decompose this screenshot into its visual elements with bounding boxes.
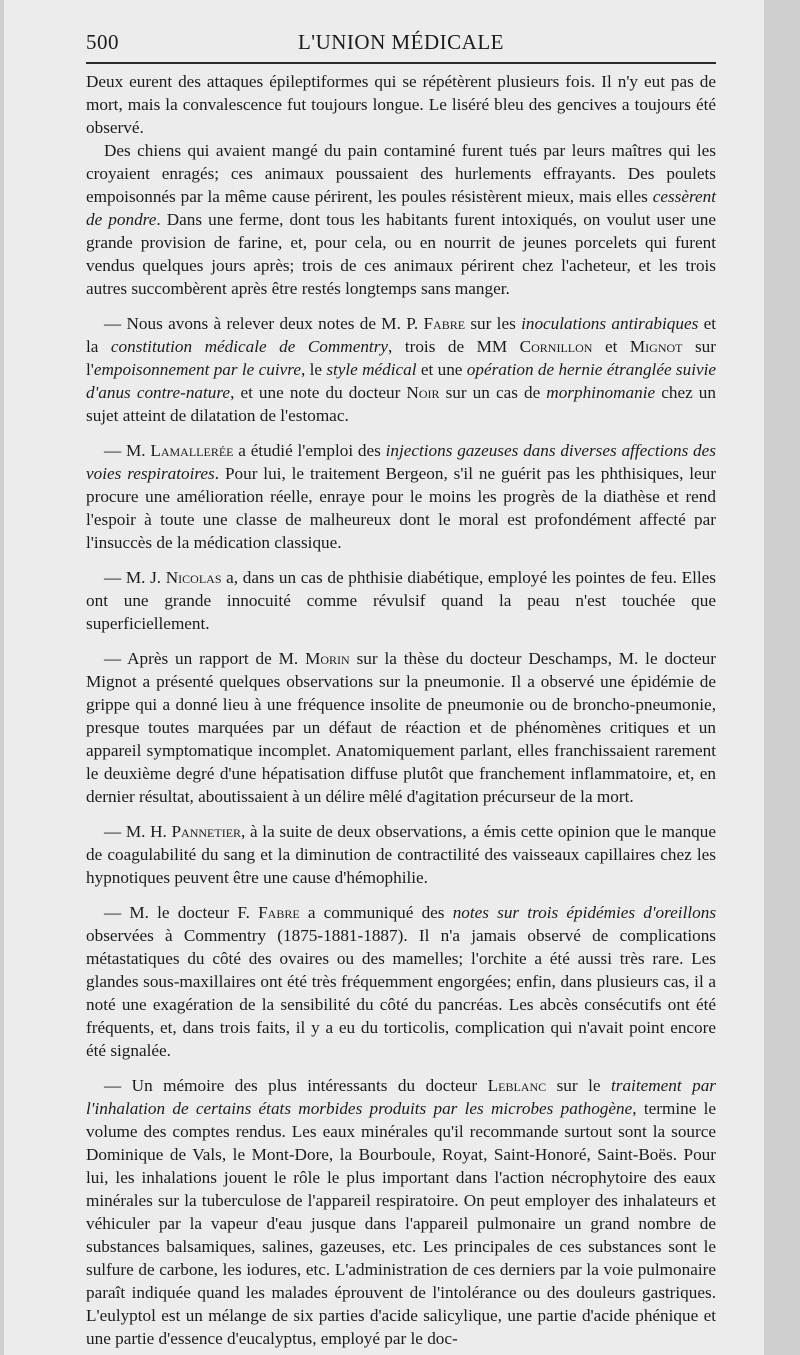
p4-e: . Pour lui, le traitement Bergeon, s'il ne guérit pas les phthisiques, leur procure une amélioration réelle, enraye pour le moins les progrès de la diathèse et rend l'espoir à toute une classe de malheureux dont le moral est profondément affecté par l'insuccès de la médication classique. bbox=[86, 464, 716, 552]
p3-author-mignot: Mignot bbox=[629, 337, 683, 356]
p6-a: — Après un rapport de M. bbox=[104, 649, 306, 668]
p3-f: constitution médicale de Commentry bbox=[110, 337, 389, 356]
p4-d: injections gazeuses dans diverses affections des voies respiratoires bbox=[86, 441, 716, 483]
p9-d: traitement par l'inhalation de certains états morbides produits par les microbes pathogène bbox=[86, 1076, 716, 1118]
p5-a: — M. J. bbox=[104, 568, 166, 587]
body-text bbox=[86, 70, 716, 1350]
p3-g: , trois de MM bbox=[388, 337, 520, 356]
p3-a: — Nous avons à relever deux notes de M. P. bbox=[104, 314, 424, 333]
p8-e: observées à Commentry (1875-1881-1887). Il n'a jamais observé de complications métastatiques du côté des ovaires ou des mamelles; l'orchite a été aussi très rare. Les glandes sous-maxillaires ont été très fréquemment engorgées; enfin, dans plusieurs cas, il a noté une exagération de la sensibilité du côté du pancréas. Les abcès consécutifs ont été fréquents, et, dans trois faits, il y a eu du torticolis, complication qui n'avait point encore été signalée. bbox=[86, 926, 716, 1060]
p8-a: — M. le docteur F. bbox=[104, 903, 259, 922]
p4-a: — M. bbox=[104, 441, 151, 460]
p2-text-a: Des chiens qui avaient mangé du pain contaminé furent tués par leurs maîtres qui les croyaient enragés; ces animaux poussaient des hurlements effrayants. Des poulets empoisonnés par la même cause périrent, les poules résistèrent mieux, mais elles bbox=[86, 141, 716, 206]
p3-m: , le bbox=[300, 360, 327, 379]
p3-c: sur les bbox=[465, 314, 522, 333]
p3-q: , et une note du docteur bbox=[230, 383, 407, 402]
p8-author-fabre: Fabre bbox=[258, 903, 300, 922]
paragraph-1 bbox=[86, 70, 716, 139]
p2-italic: cessèrent de pondre bbox=[86, 187, 716, 229]
page-header bbox=[86, 22, 716, 56]
p3-i: et bbox=[592, 337, 630, 356]
p3-d: inoculations antirabiques bbox=[521, 314, 699, 333]
p3-u: chez un sujet atteint de dilatation de l'estomac. bbox=[86, 383, 716, 425]
page-number: 500 bbox=[86, 30, 119, 54]
paragraph-3 bbox=[86, 312, 716, 427]
p3-o: et une bbox=[416, 360, 467, 379]
p7-c: , à la suite de deux observations, a émis cette opinion que le manque de coagulabilité du sang et la diminution de contractilité des vaisseaux capillaires chez les hypnotiques peuvent être une cause d'hémophilie. bbox=[86, 822, 716, 887]
p5-c: a, dans un cas de phthisie diabétique, employé les pointes de feu. Elles ont une grande innocuité comme révulsif quand la peau n'est touchée que superficiellement. bbox=[86, 568, 716, 633]
p3-author-cornillon: Cornillon bbox=[519, 337, 593, 356]
p3-author-noir: Noir bbox=[406, 383, 440, 402]
p5-author-nicolas: Nicolas bbox=[165, 568, 222, 587]
p7-author-pannetier: Pannetier bbox=[171, 822, 242, 841]
p3-n: style médical bbox=[326, 360, 417, 379]
p3-e: et la bbox=[86, 314, 716, 356]
paragraph-4 bbox=[86, 439, 716, 554]
p8-d: notes sur trois épidémies d'oreillons bbox=[452, 903, 717, 922]
p3-k: sur l' bbox=[86, 337, 716, 379]
p9-c: sur le bbox=[546, 1076, 611, 1095]
p9-author-leblanc: Leblanc bbox=[487, 1076, 547, 1095]
paragraph-6 bbox=[86, 647, 716, 808]
paragraph-7 bbox=[86, 820, 716, 889]
paragraph-1-text: Deux eurent des attaques épileptiformes qui se répétèrent plusieurs fois. Il n'y eut pas de mort, mais la convalescence fut toujours longue. Le liséré bleu des gencives a toujours été observé. bbox=[86, 72, 716, 137]
p3-author-fabre: Fabre bbox=[423, 314, 466, 333]
p3-p: opération de hernie étranglée suivie d'anus contre-nature bbox=[86, 360, 717, 402]
p4-c: a étudié l'emploi des bbox=[233, 441, 386, 460]
running-title: L'UNION MÉDICALE bbox=[297, 30, 504, 54]
p3-t: morphinomanie bbox=[546, 383, 656, 402]
paragraph-2 bbox=[86, 139, 716, 300]
header-rule bbox=[86, 62, 716, 64]
p3-s: sur un cas de bbox=[439, 383, 547, 402]
p2-text-c: . Dans une ferme, dont tous les habitants furent intoxiqués, on voulut user une grande provision de farine, et, pour cela, ou en nourrit de jeunes porcelets qui furent vendus quelques jours après; trois de ces animaux périrent chez l'acheteur, et les trois autres succombèrent après être restés longtemps sans manger. bbox=[86, 210, 717, 298]
p9-a: — Un mémoire des plus intéressants du docteur bbox=[104, 1076, 488, 1095]
p3-l: empoisonnement par le cuivre bbox=[93, 360, 301, 379]
paragraph-5 bbox=[86, 566, 716, 635]
paragraph-8 bbox=[86, 901, 716, 1062]
p9-e: , termine le volume des comptes rendus. Les eaux minérales qu'il recommande surtout sont la source Dominique de Vals, le Mont-Dore, la Bourboule, Royat, Saint-Honoré, Saint-Boës. Pour lui, les inhalations jouent le rôle le plus important dans l'action nécrophytoire des eaux minérales sur la tuberculose de l'appareil respiratoire. On peut employer des inhalateurs et véhiculer par la vapeur d'eau jusque dans l'appareil pulmonaire un grand nombre de substances balsamiques, salines, gazeuses, etc. Les principales de ces substances sont le sulfure de carbone, les iodures, etc. L'administration de ces derniers par la voie pulmonaire paraît indiquée quand les malades éprouvent de l'intolérance ou des douleurs gastriques. L'eulyptol est un mélange de six parties d'acide salicylique, une partie d'acide phénique et une partie d'essence d'eucalyptus, employé par le doc- bbox=[86, 1099, 716, 1348]
p6-c: sur la thèse du docteur Deschamps, M. le docteur Mignot a présenté quelques observations sur la pneumonie. Il a observé une épidémie de grippe qui a donné lieu à une fréquence insolite de pneumonie ou de broncho-pneumonie, presque toutes marquées par un défaut de réaction et de phénomènes critiques et un appareil symptomatique incomplet. Anatomiquement parlant, elles franchissaient rarement le deuxième degré d'une hépatisation diffuse plutôt que franchement inflammatoire, et, en dernier résultat, aboutissaient à un délire mêlé d'agitation précurseur de la mort. bbox=[86, 649, 716, 806]
p4-author-lamallerée: Lamallerée bbox=[150, 441, 234, 460]
paragraph-9 bbox=[86, 1074, 716, 1350]
p6-author-morin: Morin bbox=[305, 649, 350, 668]
p8-c: a communiqué des bbox=[299, 903, 453, 922]
p7-a: — M. H. bbox=[104, 822, 172, 841]
document-page bbox=[4, 0, 764, 1355]
